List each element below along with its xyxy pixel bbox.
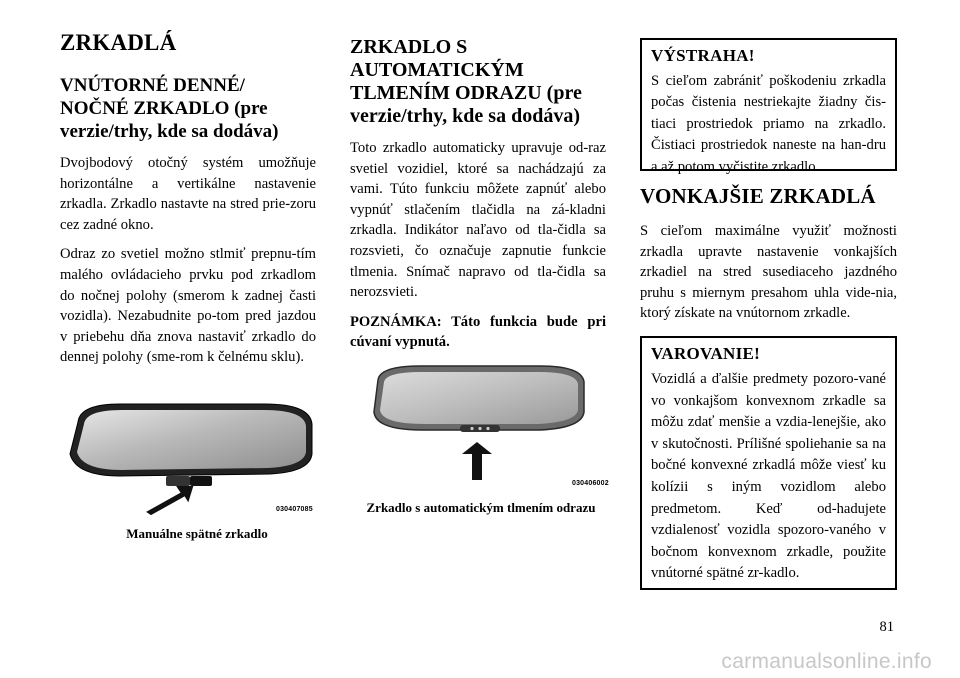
subsection-title-interior-mirror: VNÚTORNÉ DENNÉ/ NOČNÉ ZRKADLO (pre verzie/trhy, kde sa dodáva)	[60, 75, 279, 142]
caution-text: Vozidlá a ďalšie predmety pozoro-vané vo vonkajšom konvexnom zrkadle sa môžu zdať menšie a vzdia-lenejšie, ako v skutočnosti. Prílišné spoliehanie sa na bočné konvexné zrkadlá môže viesť ku kolízii s iným vozidlom alebo predmetom. Keď od-hadujete vzdialenosť vozidla spozoro-vaného v bočnom konvexnom zrkadle, použite vnútorné spätné zr-kadlo.	[651, 371, 886, 582]
subsection-title-auto-dimming: ZRKADLO S AUTOMATICKÝM TLMENÍM ODRAZU (pre verzie/trhy, kde sa dodáva)	[350, 36, 582, 127]
page-number: 81	[879, 619, 894, 635]
figure-caption: Manuálne spätné zrkadlo	[126, 526, 268, 541]
note-reverse: POZNÁMKA: Táto funkcia bude pri cúvaní vypnutá.	[350, 313, 606, 351]
paragraph-mirror-adjust: Dvojbodový otočný systém umožňuje horizontálne a vertikálne nastavenie zrkadla. Zrkadlo nastavte na stred prie-zoru cez zadné okno.	[60, 155, 316, 233]
column-middle	[350, 30, 606, 362]
section-title: ZRKADLÁ	[60, 30, 177, 55]
figure-code: 030407085	[276, 506, 313, 513]
warning-text: S cieľom zabrániť poškodeniu zrkadla počas čistenia nestriekajte žiadny čis-tiaci prostriedok priamo na zrkadlo. Čistiaci prostriedok naneste na han-dru a až potom vyčistite zrkadlo.	[651, 73, 886, 175]
figure-auto-dimming-mirror	[350, 362, 612, 522]
caution-title: VAROVANIE!	[651, 344, 761, 363]
paragraph-outside-mirrors: S cieľom maximálne využiť možnosti zrkadla upravte nastavenie vonkajších zrkadiel na stred susediaceho jazdného pruhu s miernym presahom uhla vide-nia, ktorý získate na vnútornom zrkadle.	[640, 223, 897, 322]
warning-box	[640, 38, 897, 175]
figure-caption: Zrkadlo s automatickým tlmením odrazu	[366, 500, 596, 515]
outside-mirrors-section	[640, 184, 897, 333]
column-left	[60, 30, 316, 377]
figure-code: 030406002	[572, 480, 609, 487]
auto-dimming-mirror-illustration	[350, 362, 612, 492]
manual-mirror-illustration	[60, 392, 322, 522]
paragraph-night-position: Odraz zo svetiel možno stlmiť prepnu-tím malého ovládacieho prvku pod zrkadlom do nočnej polohy (smerom k zadnej časti vozidla). Nezabudnite po-tom pred jazdou v priebehu dňa znova nastaviť zrkadlo do dennej polohy (sme-rom k čelnému sklu).	[60, 246, 316, 366]
paragraph-auto-dimming: Toto zrkadlo automaticky upravuje od-raz svetiel vozidiel, ktoré sa nachádzajú za vami. Túto funkciu môžete zapnúť alebo vypnúť stlačením tlačidla na zá-kladni zrkadla. Indikátor naľavo od tla-čidla sa rozsvieti, čo označuje zapnutie funkcie tlmenia. Snímač napravo od tla-čidla sa nerozsvieti.	[350, 140, 606, 301]
warning-title: VÝSTRAHA!	[651, 46, 755, 65]
section-title-outside-mirrors: VONKAJŠIE ZRKADLÁ	[640, 184, 876, 208]
caution-box	[640, 336, 897, 590]
figure-manual-mirror	[60, 392, 322, 544]
watermark: carmanualsonline.info	[721, 650, 932, 673]
